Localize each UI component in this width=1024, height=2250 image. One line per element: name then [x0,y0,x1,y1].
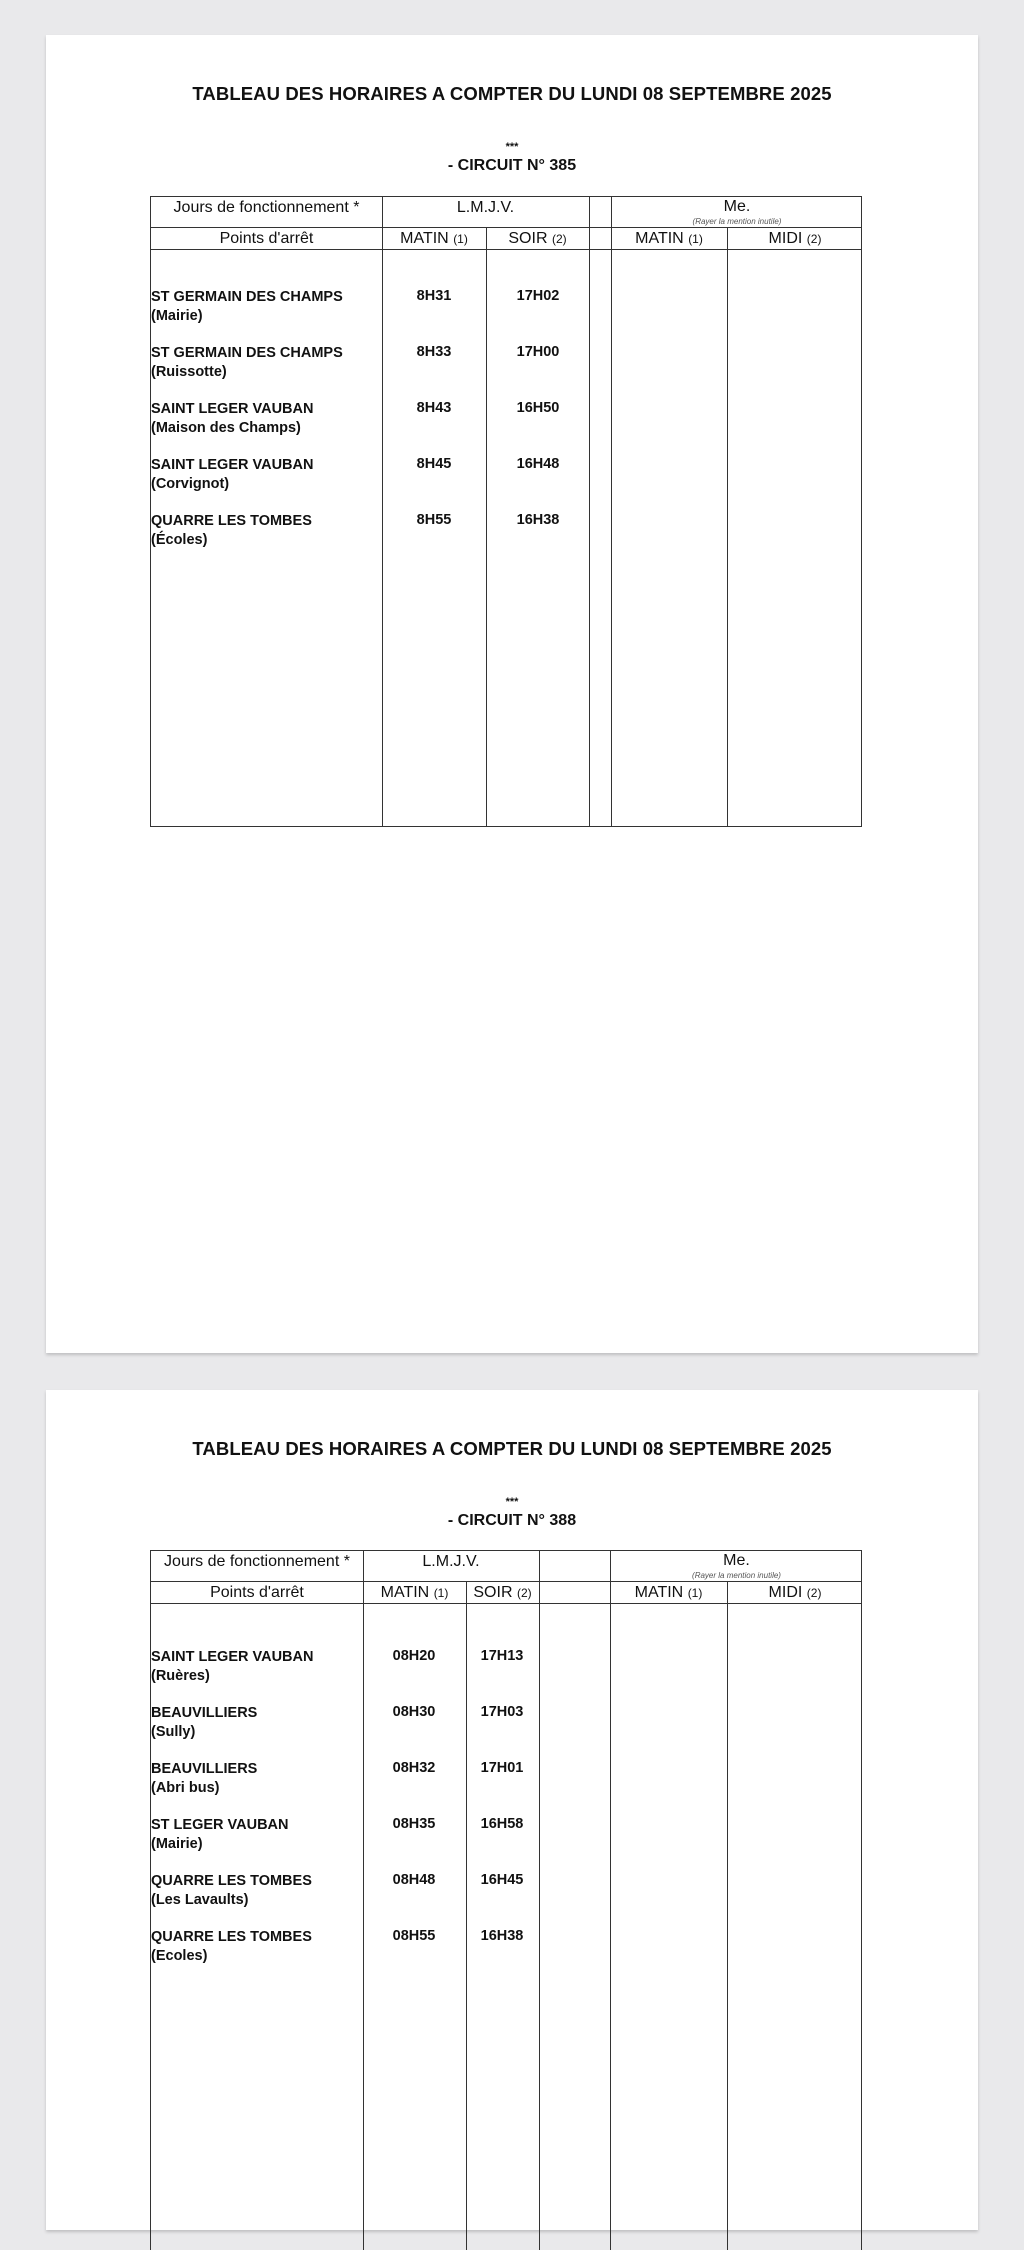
evening-time: 16H38 [480,1928,524,1944]
table-rule [610,1551,611,2250]
stop-name: ST LEGER VAUBAN (Mairie) [151,1817,289,1852]
schedule-table [150,196,862,827]
morning-time: 08H55 [392,1928,436,1944]
evening-time: 16H45 [480,1872,524,1888]
document-page-1 [46,35,978,1353]
stop-name: SAINT LEGER VAUBAN (Maison des Champs) [151,401,314,436]
document-page-2 [46,1390,978,2230]
evening-time: 16H50 [516,400,560,416]
evening-time: 16H38 [516,512,560,528]
stop-name: SAINT LEGER VAUBAN (Ruères) [151,1649,314,1684]
days-label: Jours de fonctionnement * [164,1553,350,1570]
schedule-table [150,1550,862,2250]
table-rule [611,197,612,826]
morning-time: 8H31 [416,288,452,304]
stop-name: QUARRE LES TOMBES (Ecoles) [151,1929,312,1964]
stop-name: BEAUVILLIERS (Abri bus) [151,1761,258,1796]
evening-time: 17H01 [480,1760,524,1776]
evening-header: SOIR (2) [508,230,567,247]
evening-time: 16H48 [516,456,560,472]
evening-time: 17H02 [516,288,560,304]
lmjv-label: L.M.J.V. [422,1553,480,1570]
evening-time: 17H13 [480,1648,524,1664]
wed-morning-header: MATIN (1) [635,230,703,247]
table-rule [589,197,590,826]
wed-morning-header: MATIN (1) [634,1584,703,1601]
stops-label: Points d'arrêt [210,1584,304,1601]
noon-header: MIDI (2) [768,230,822,247]
morning-time: 08H48 [392,1872,436,1888]
table-rule [151,249,861,250]
table-rule [486,227,487,826]
table-rule [727,227,728,826]
stop-name: ST GERMAIN DES CHAMPS (Ruissotte) [151,345,343,380]
morning-header: MATIN (1) [400,230,468,247]
table-rule [363,1551,364,2250]
morning-time: 08H30 [392,1704,436,1720]
days-label: Jours de fonctionnement * [173,199,360,216]
table-rule [382,197,383,826]
evening-time: 16H58 [480,1816,524,1832]
lmjv-label: L.M.J.V. [456,199,515,216]
table-rule [727,1581,728,2250]
table-rule [151,227,861,228]
evening-time: 17H00 [516,344,560,360]
stop-name: ST GERMAIN DES CHAMPS (Mairie) [151,289,343,324]
morning-time: 8H43 [416,400,452,416]
separator-stars: *** [505,1496,519,1508]
strike-note: (Rayer la mention inutile) [692,1571,781,1580]
morning-time: 8H55 [416,512,452,528]
strike-note: (Rayer la mention inutile) [692,217,782,226]
wednesday-label: Me. [723,1552,750,1569]
stop-name: QUARRE LES TOMBES (Écoles) [151,513,312,548]
table-rule [151,1581,861,1582]
table-rule [151,1603,861,1604]
table-rule [539,1551,540,2250]
noon-header: MIDI (2) [768,1584,822,1601]
page-title: TABLEAU DES HORAIRES A COMPTER DU LUNDI 08 SEPTEMBRE 2025 [192,83,832,104]
stop-name: BEAUVILLIERS (Sully) [151,1705,258,1740]
wednesday-label: Me. [723,198,751,215]
morning-header: MATIN (1) [380,1584,449,1601]
circuit-number: - CIRCUIT N° 388 [447,1512,577,1529]
stops-label: Points d'arrêt [219,230,314,247]
morning-time: 8H45 [416,456,452,472]
table-rule [466,1581,467,2250]
morning-time: 08H20 [392,1648,436,1664]
page-title: TABLEAU DES HORAIRES A COMPTER DU LUNDI 08 SEPTEMBRE 2025 [192,1438,832,1459]
stop-name: SAINT LEGER VAUBAN (Corvignot) [151,457,314,492]
circuit-number: - CIRCUIT N° 385 [447,157,577,174]
separator-stars: *** [505,141,519,153]
stop-name: QUARRE LES TOMBES (Les Lavaults) [151,1873,312,1908]
morning-time: 08H35 [392,1816,436,1832]
morning-time: 08H32 [392,1760,436,1776]
morning-time: 8H33 [416,344,452,360]
evening-header: SOIR (2) [473,1584,532,1601]
evening-time: 17H03 [480,1704,524,1720]
